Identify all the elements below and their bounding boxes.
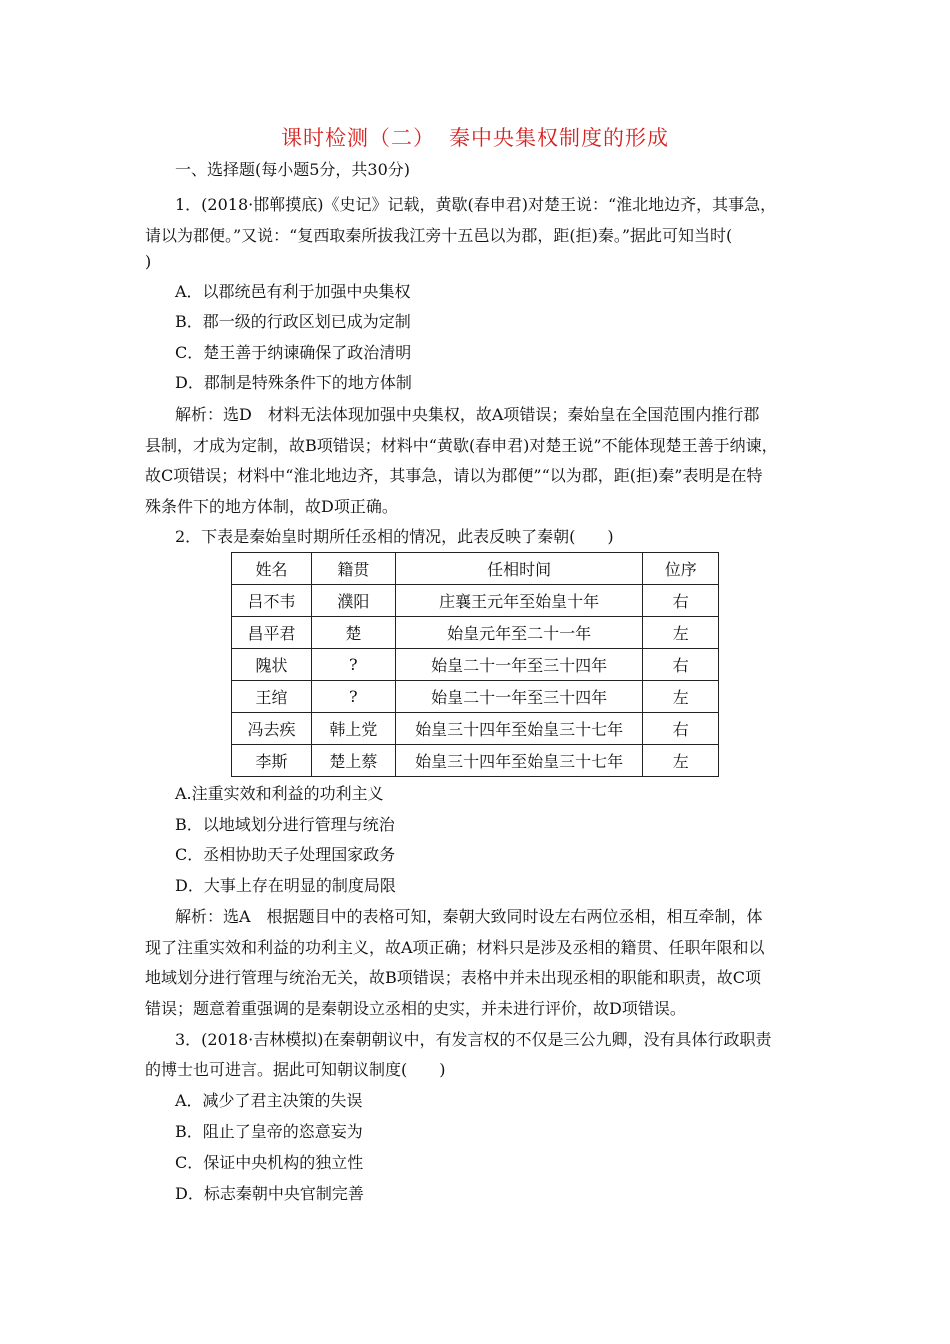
q3-stem-line-2: 的博士也可进言。据此可知朝议制度( ) — [145, 1060, 446, 1079]
q1-option-b: B．郡一级的行政区划已成为定制 — [175, 312, 411, 331]
table-row — [232, 745, 719, 777]
cell-name: 李斯 — [232, 745, 312, 777]
q2-option-b: B．以地域划分进行管理与统治 — [175, 815, 395, 834]
cell-name: 昌平君 — [232, 617, 312, 649]
q3-stem-line-1: 3．(2018·吉林模拟)在秦朝朝议中，有发言权的不仅是三公九卿，没有具体行政职责 — [175, 1030, 772, 1049]
q1-option-c: C．楚王善于纳谏确保了政治清明 — [175, 343, 412, 362]
table-header-row — [232, 553, 719, 585]
cell-name: 冯去疾 — [232, 713, 312, 745]
cell-rank: 左 — [643, 681, 719, 713]
cell-term: 始皇二十一年至三十四年 — [395, 649, 643, 681]
q1-option-d: D．郡制是特殊条件下的地方体制 — [175, 373, 412, 392]
table-row — [232, 713, 719, 745]
cell-origin: ? — [311, 649, 395, 681]
q2-option-d: D．大事上存在明显的制度局限 — [175, 876, 396, 895]
q2-option-a: A.注重实效和利益的功利主义 — [175, 784, 384, 803]
header-origin: 籍贯 — [311, 553, 395, 585]
cell-term: 庄襄王元年至始皇十年 — [395, 585, 643, 617]
section-heading: 一、选择题(每小题5分，共30分) — [175, 160, 411, 179]
table-row — [232, 585, 719, 617]
cell-term: 始皇三十四年至始皇三十七年 — [395, 713, 643, 745]
cell-origin: 楚 — [311, 617, 395, 649]
q1-stem-line-2: 请以为郡便。”又说：“复西取秦所拔我江旁十五邑以为郡，距(拒)秦。”据此可知当时( — [145, 226, 733, 245]
cell-term: 始皇元年至二十一年 — [395, 617, 643, 649]
q1-option-a: A．以郡统邑有利于加强中央集权 — [175, 282, 411, 301]
cell-origin: 楚上蔡 — [311, 745, 395, 777]
q1-analysis-line-4: 殊条件下的地方体制，故D项正确。 — [145, 497, 398, 516]
cell-origin: 韩上党 — [311, 713, 395, 745]
cell-rank: 左 — [643, 617, 719, 649]
table-row — [232, 617, 719, 649]
cell-name: 吕不韦 — [232, 585, 312, 617]
q2-analysis-line-2: 现了注重实效和利益的功利主义，故A项正确；材料只是涉及丞相的籍贯、任职年限和以 — [145, 938, 765, 957]
header-rank: 位序 — [643, 553, 719, 585]
cell-rank: 右 — [643, 713, 719, 745]
cell-term: 始皇二十一年至三十四年 — [395, 681, 643, 713]
header-term: 任相时间 — [395, 553, 643, 585]
q2-analysis-line-4: 错误；题意着重强调的是秦朝设立丞相的史实，并未进行评价，故D项错误。 — [145, 999, 686, 1018]
chancellor-table — [231, 552, 719, 777]
cell-rank: 左 — [643, 745, 719, 777]
q3-option-d: D．标志秦朝中央官制完善 — [175, 1184, 364, 1203]
q1-stem-line-1: 1．(2018·邯郸摸底)《史记》记载，黄歇(春申君)对楚王说：“淮北地边齐，其事急， — [175, 195, 777, 214]
cell-rank: 右 — [643, 649, 719, 681]
cell-rank: 右 — [643, 585, 719, 617]
page-title — [0, 122, 950, 152]
cell-origin: ? — [311, 681, 395, 713]
cell-name: 隗状 — [232, 649, 312, 681]
header-name: 姓名 — [232, 553, 312, 585]
q1-analysis-line-1: 解析：选D 材料无法体现加强中央集权，故A项错误；秦始皇在全国范围内推行郡 — [175, 405, 760, 424]
q2-analysis-line-3: 地域划分进行管理与统治无关，故B项错误；表格中并未出现丞相的职能和职责，故C项 — [145, 968, 762, 987]
q1-analysis-line-3: 故C项错误；材料中“淮北地边齐，其事急，请以为郡便”“以为郡，距(拒)秦”表明是在特 — [145, 466, 763, 485]
q3-option-c: C．保证中央机构的独立性 — [175, 1153, 364, 1172]
q1-analysis-line-2: 县制，才成为定制，故B项错误；材料中“黄歇(春申君)对楚王说”不能体现楚王善于纳谏， — [145, 436, 778, 455]
table-row — [232, 681, 719, 713]
cell-origin: 濮阳 — [311, 585, 395, 617]
q2-stem: 2．下表是秦始皇时期所任丞相的情况，此表反映了秦朝( ) — [175, 527, 614, 546]
q1-stem-line-3: ) — [145, 252, 152, 271]
title-part-1: 课时检测（二） — [281, 126, 435, 150]
table-row — [232, 649, 719, 681]
q2-option-c: C．丞相协助天子处理国家政务 — [175, 845, 396, 864]
q3-option-a: A．减少了君主决策的失误 — [175, 1091, 363, 1110]
q2-analysis-line-1: 解析：选A 根据题目中的表格可知，秦朝大致同时设左右两位丞相，相互牵制，体 — [175, 907, 763, 926]
q3-option-b: B．阻止了皇帝的恣意妄为 — [175, 1122, 363, 1141]
cell-term: 始皇三十四年至始皇三十七年 — [395, 745, 643, 777]
cell-name: 王绾 — [232, 681, 312, 713]
title-part-2: 秦中央集权制度的形成 — [449, 126, 669, 150]
